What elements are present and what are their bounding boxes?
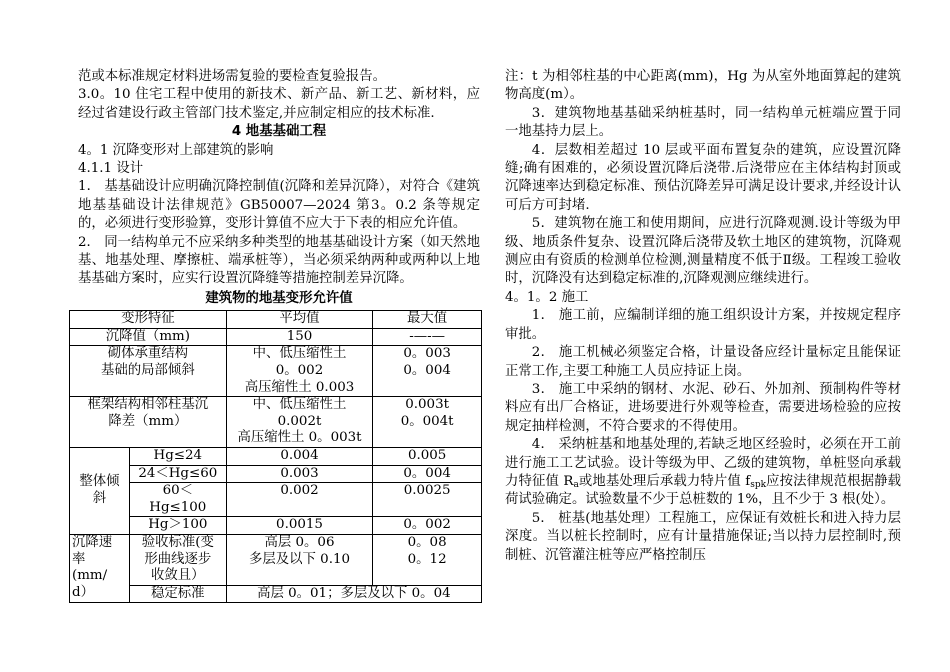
left-column — [72, 68, 480, 603]
cell-line: 率 — [72, 551, 86, 567]
text-run: 4． 采纳桩基和地基处理的,若缺乏地区经验时，必须在开工前进行施工工艺试验。设计等级为甲、乙级的建筑物，单桩竖向承载力特征值 R — [505, 437, 901, 489]
table-cell: 0.0015 — [226, 517, 373, 535]
cell-line: 0。08 — [407, 535, 447, 550]
table-cell — [373, 535, 482, 586]
table-cell — [70, 346, 227, 397]
table-row — [70, 465, 482, 483]
paragraph: 1． 施工前，应编制详细的施工组织设计方案，并按规定程序审批。 — [505, 308, 901, 342]
table-cell: 0.002 — [226, 483, 373, 517]
table-cell: 高层 0。01；多层及以下 0。04 — [226, 585, 481, 603]
cell-line: 高层 0。06 — [264, 535, 335, 550]
cell-line: d） — [72, 584, 94, 600]
header-cell: 变形特征 — [70, 311, 227, 329]
paragraph: 5．建筑物在施工和使用期间，应进行沉降观测.设计等级为甲级、地质条件复杂、设置沉降后浇带及软土地区的建筑物，沉降观测应由有资质的检测单位检测,测量精度不低于Ⅱ级。工程竣工验收时，沉降没有达到稳定标准的,沉降观测应继续进行。 — [505, 216, 901, 287]
cell-line: 中、低压缩性土 — [252, 397, 347, 413]
table-cell: 沉降值（mm) — [70, 328, 227, 346]
table-cell: -—-— — [373, 328, 482, 346]
cell-line: 0。003 — [403, 346, 451, 362]
table-cell: 0.0025 — [373, 483, 482, 517]
table-cell — [129, 535, 226, 586]
cell-line: 基础的局部倾斜 — [100, 363, 195, 379]
table-cell: 稳定标准 — [129, 585, 226, 603]
deformation-table — [69, 310, 482, 603]
cell-line: 高压缩性土 0。003t — [237, 430, 362, 446]
cell-line: 沉降速 — [72, 535, 113, 550]
cell-line: 降差（mm） — [108, 413, 188, 429]
cell-line: 框架结构相邻柱基沉 — [87, 397, 209, 413]
table-cell — [129, 483, 226, 517]
table-row — [70, 397, 482, 448]
cell-line: 0.002t — [277, 413, 322, 429]
cell-line: 斜 — [92, 491, 107, 507]
paragraph — [505, 436, 901, 510]
table-cell: 24＜Hg≤60 — [129, 465, 226, 483]
cell-line: (mm/ — [72, 568, 108, 584]
paragraph: 3.0。10 住宅工程中使用的新技术、新产品、新工艺、新材料，应经过省建设行政主管部门技术鉴定,并应制定相应的技术标准. — [78, 87, 480, 121]
table-row — [70, 346, 482, 397]
cell-line: 收敛且） — [151, 568, 205, 584]
paragraph: 2． 同一结构单元不应采纳多种类型的地基基础设计方案（如天然地基、地基处理、摩擦桩、端承桩等），当必须采纳两种或两种以上地基基础方案时，应实行设置沉降缝等措施控制差异沉降。 — [78, 234, 480, 287]
subscript: spk — [750, 479, 767, 490]
cell-line: 0。004 — [403, 363, 451, 379]
cell-line: 60＜ — [162, 483, 194, 499]
paragraph: 5． 桩基(地基处理）工程施工，应保证有效桩长和进入持力层深度。当以桩长控制时，应有计量措施保证;当以持力层控制时,预制桩、沉管灌注桩等应严格控制压 — [505, 510, 901, 563]
table-cell — [70, 535, 130, 603]
table-note: 注：t 为相邻柱基的中心距离(mm)，Hg 为从室外地面算起的建筑物高度(m）。 — [505, 69, 901, 103]
text-run: 或地基处理后承载力特片值 f — [578, 473, 751, 489]
table-row — [70, 517, 482, 535]
paragraph: 1． 基基础设计应明确沉降控制值(沉降和差异沉降），对符合《建筑地基基础设计法律规范》GB50007—2024 第3。0.2 条等规定的，必须进行变形验算，变形计算值不应大于下表的相应允许值。 — [78, 179, 480, 232]
paragraph: 3．建筑物地基基础采纳桩基时，同一结构单元桩端应置于同一地基持力层上。 — [505, 105, 901, 140]
table-cell — [70, 397, 227, 448]
table-row — [70, 328, 482, 346]
table-header-row — [70, 311, 482, 329]
table-cell: Hg＞100 — [129, 517, 226, 535]
table-cell: 0.004 — [226, 448, 373, 466]
cell-line: 0。002 — [275, 363, 324, 379]
cell-line: 中、低压缩性土 — [252, 346, 347, 362]
cell-line: 验收标准(变 — [141, 535, 214, 550]
cell-line: 0.003t — [405, 397, 449, 413]
table-cell: 150 — [226, 328, 373, 346]
table-row — [70, 535, 482, 586]
cell-line: 高压缩性土 0.003 — [244, 379, 355, 395]
table-cell: 0.005 — [373, 448, 482, 466]
paragraph: 范或本标准规定材料进场需复验的要检查复验报告。 — [78, 69, 386, 84]
table-cell: Hg≤24 — [129, 448, 226, 466]
paragraph: 2． 施工机械必须鉴定合格，计量设备应经计量标定且能保证正常工作,主要工种施工人员应持证上岗。 — [505, 345, 901, 379]
cell-line: 0。004t — [400, 413, 454, 429]
table-cell — [373, 397, 482, 448]
section-heading: 4 地基基础工程 — [231, 124, 327, 140]
subscript: a — [573, 479, 579, 490]
cell-line: Hg≤100 — [149, 499, 207, 515]
subsection-heading: 4.1.1 设计 — [78, 161, 144, 177]
table-cell — [226, 397, 373, 448]
text-run: 应按法律规范根据静载荷试验确定。试验数量不少于总桩数的 1%，且不少于 3 根(处）。 — [505, 473, 902, 508]
table-row — [70, 483, 482, 517]
table-title: 建筑物的地基变形允许值 — [205, 290, 353, 306]
header-cell: 最大值 — [373, 311, 482, 329]
cell-line: 0。12 — [407, 551, 447, 567]
subsection-heading: 4。1。2 施工 — [505, 289, 589, 305]
table-cell — [70, 448, 130, 535]
table-cell: 0。004 — [373, 465, 482, 483]
table-cell: 0.003 — [226, 465, 373, 483]
subsection-heading: 4。1 沉降变形对上部建筑的影响 — [78, 142, 274, 158]
right-column — [505, 68, 901, 565]
table-cell — [373, 346, 482, 397]
table-cell — [226, 535, 373, 586]
cell-line: 形曲线逐步 — [144, 551, 212, 567]
table-cell — [226, 346, 373, 397]
table-cell: 0。002 — [373, 517, 482, 535]
header-cell: 平均值 — [226, 311, 373, 329]
paragraph: 4．层数相差超过 10 层或平面布置复杂的建筑，应设置沉降缝;确有困难的，必须设置沉降后浇带.后浇带应在主体结构封顶或沉降速率达到稳定标准、预估沉降差异可满足设计要求,并经设计认可后方可封堵. — [505, 142, 901, 213]
cell-line: 整体倾 — [79, 474, 120, 490]
paragraph: 3． 施工中采纳的钢材、水泥、砂石、外加剂、预制构件等材料应有出厂合格证，进场要进行外观等检查，需要进场检验的应按规定抽样检测，不符合要求的不得使用。 — [505, 381, 901, 434]
table-row — [70, 585, 482, 603]
cell-line: 砌体承重结构 — [107, 346, 189, 362]
table-row — [70, 448, 482, 466]
cell-line: 多层及以下 0.10 — [248, 551, 350, 567]
